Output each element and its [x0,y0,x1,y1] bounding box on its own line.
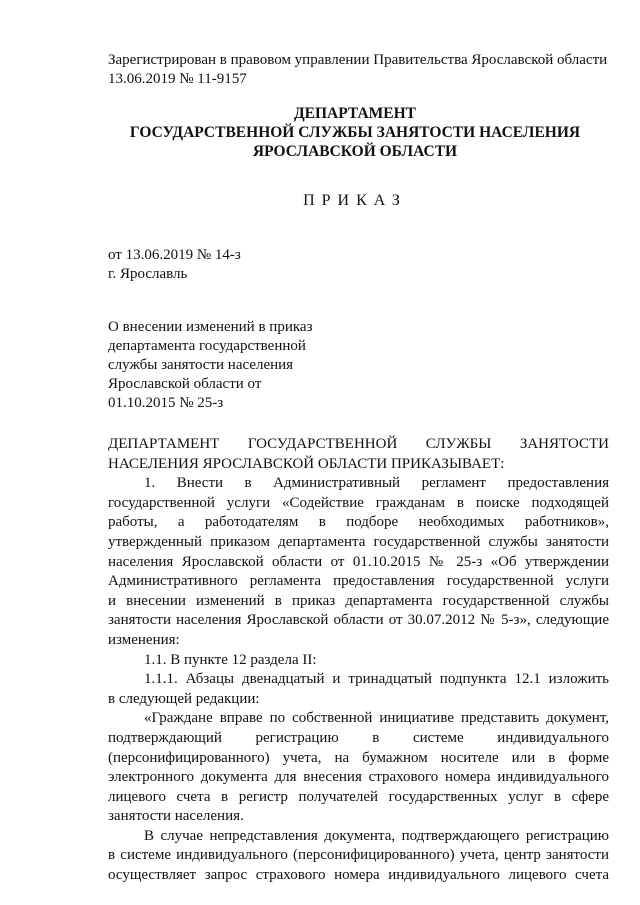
body-line: Административного регламента предоставления государственной услуги [108,573,609,590]
body-line: 1.1.1. Абзацы двенадцатый и тринадцатый подпункта 12.1 изложить [144,671,609,688]
order-meta [108,246,241,284]
department-header-line-2: ГОСУДАРСТВЕННОЙ СЛУЖБЫ ЗАНЯТОСТИ НАСЕЛЕНИЯ [129,124,581,141]
body-line: подтверждающий регистрацию в системе индивидуального [108,729,609,746]
body-line: и внесении изменений в приказ департамента государственной службы [108,592,609,609]
body-line: лицевого счета в регистр получателей государственных услуг в сфере [108,788,609,805]
body-line: 1. Внести в Административный регламент предоставления [144,475,609,492]
document-type-title: ПРИКАЗ [303,192,407,209]
registration-note [108,51,608,89]
body-line: НАСЕЛЕНИЯ ЯРОСЛАВСКОЙ ОБЛАСТИ ПРИКАЗЫВАЕТ: [108,455,505,472]
body-line: осуществляет запрос страхового номера индивидуального лицевого счета [108,867,609,884]
body-line: в следующей редакции: [108,690,260,707]
department-header-line-1: ДЕПАРТАМЕНТ [293,105,417,122]
subject-line: Ярославской области от [108,376,262,392]
body-line: В случае непредставления документа, подтверждающего регистрацию [144,827,609,844]
body-line: электронного документа для внесения страхового номера индивидуального [108,769,609,786]
body-line: работы, а работодателям в подборе необходимых работников», [108,514,609,531]
department-header-line-3: ЯРОСЛАВСКОЙ ОБЛАСТИ [252,143,458,160]
order-date-number: от 13.06.2019 № 14-з [108,247,241,263]
body-line: в системе индивидуального (персонифицированного) учета, центр занятости [108,847,609,864]
subject-line: департамента государственной [108,338,306,354]
order-city: г. Ярославль [108,266,188,282]
registration-line-1: Зарегистрирован в правовом управлении Правительства Ярославской области [108,52,608,68]
body-line: (персонифицированного) учета, на бумажном носителе или в форме [108,749,609,766]
order-body [108,435,609,886]
body-line: занятости населения Ярославской области от 30.07.2012 № 5-з», следующие [108,612,609,629]
subject-line: 01.10.2015 № 25-з [108,395,224,411]
body-line: ДЕПАРТАМЕНТ ГОСУДАРСТВЕННОЙ СЛУЖБЫ ЗАНЯТОСТИ [108,436,609,452]
body-line: населения Ярославской области от 01.10.2015 № 25-з «Об утверждении [108,553,609,570]
body-line: «Граждане вправе по собственной инициативе представить документ, [144,710,609,727]
department-header [60,104,640,161]
registration-line-2: 13.06.2019 № 11-9157 [108,71,247,87]
body-line: утвержденный приказом департамента государственной службы занятости [108,533,609,550]
body-line: 1.1. В пункте 12 раздела II: [144,651,317,668]
subject-line: службы занятости населения [108,357,294,373]
subject-line: О внесении изменений в приказ [108,319,313,335]
body-line: государственной услуги «Содействие гражданам в поиске подходящей [108,494,609,511]
order-subject [108,318,313,413]
body-line: занятости населения. [108,808,244,825]
body-line: изменения: [108,631,180,648]
